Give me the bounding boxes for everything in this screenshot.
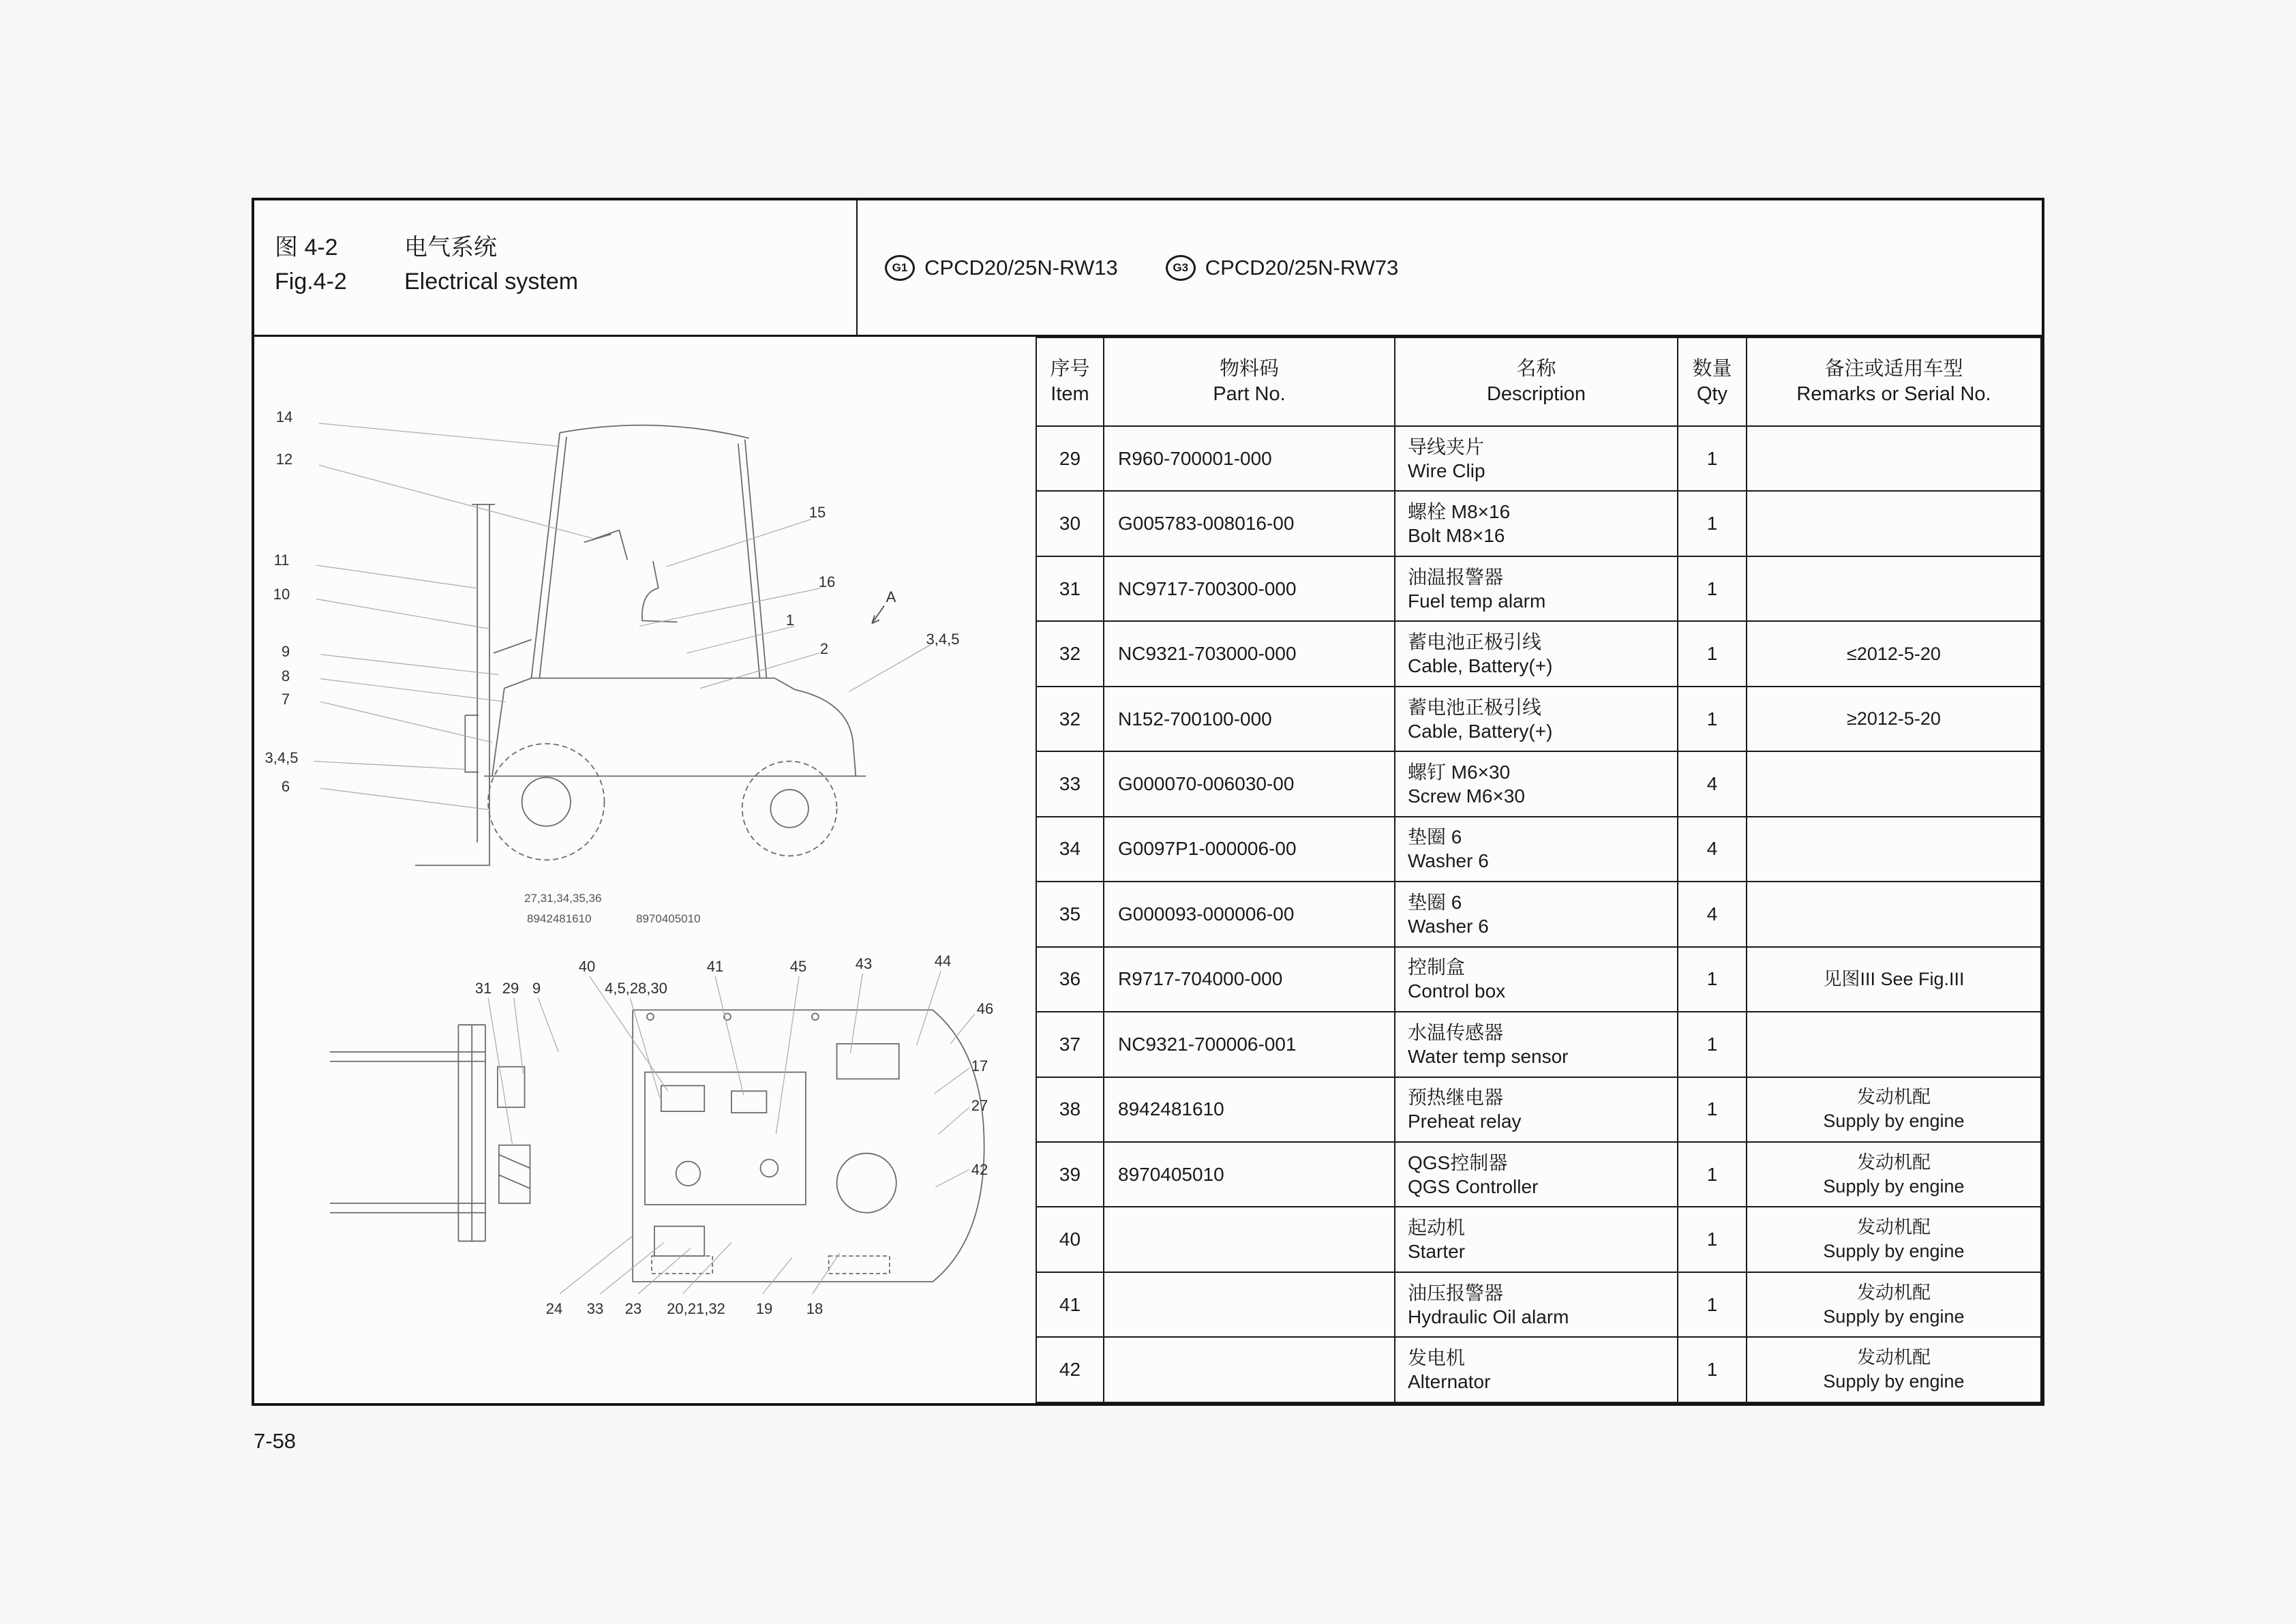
diagram-callout: 43: [855, 955, 873, 972]
cell-description: 蓄电池正极引线 Cable, Battery(+): [1395, 687, 1678, 751]
model-label-g1: CPCD20/25N-RW13: [924, 255, 1118, 280]
cell-description: 起动机 Starter: [1395, 1207, 1678, 1272]
table-row: [1036, 621, 2041, 686]
cell-description: 导线夹片 Wire Clip: [1395, 426, 1678, 491]
diagram-panel: [254, 337, 1036, 1403]
diagram-callout: 31: [474, 980, 492, 997]
cell-remarks: 发动机配 Supply by engine: [1747, 1077, 2041, 1142]
cell-description: 螺栓 M8×16 Bolt M8×16: [1395, 491, 1678, 556]
diagram-callout: 6: [281, 778, 290, 795]
cell-item: 32: [1036, 621, 1104, 686]
cell-item: 32: [1036, 687, 1104, 751]
cell-description: 控制盒 Control box: [1395, 947, 1678, 1012]
cell-part-no: NC9717-700300-000: [1104, 556, 1395, 621]
diagram-callout: 18: [806, 1300, 824, 1317]
cell-remarks: [1747, 426, 2041, 491]
table-body: [1036, 426, 2041, 1402]
model-label-g3: CPCD20/25N-RW73: [1205, 255, 1399, 280]
diagram-callout: 41: [706, 958, 724, 975]
cell-part-no: NC9321-703000-000: [1104, 621, 1395, 686]
figure-title-en-row: [275, 265, 856, 299]
cell-item: 36: [1036, 947, 1104, 1012]
cell-item: 31: [1036, 556, 1104, 621]
cell-part-no: G000093-000006-00: [1104, 882, 1395, 946]
diagram-callout: 14: [275, 408, 293, 425]
cell-qty: 1: [1678, 1012, 1747, 1077]
cell-qty: 1: [1678, 687, 1747, 751]
table-row: [1036, 751, 2041, 816]
table-row: [1036, 687, 2041, 751]
figure-title-block: [254, 200, 856, 335]
cell-part-no: NC9321-700006-001: [1104, 1012, 1395, 1077]
figure-title-zh: 电气系统: [404, 235, 497, 260]
cell-description: 蓄电池正极引线 Cable, Battery(+): [1395, 621, 1678, 686]
cell-item: 33: [1036, 751, 1104, 816]
cell-remarks: [1747, 556, 2041, 621]
model-entry-g1: [885, 255, 1118, 281]
diagram-callout: 29: [502, 980, 519, 997]
diagram-callout: 20,21,32: [667, 1300, 725, 1317]
diagram-callout: 9: [281, 643, 290, 660]
table-row: [1036, 1272, 2041, 1337]
table-row: [1036, 426, 2041, 491]
cell-description: 预热继电器 Preheat relay: [1395, 1077, 1678, 1142]
page-header: [254, 200, 2042, 337]
cell-item: 30: [1036, 491, 1104, 556]
cell-item: 35: [1036, 882, 1104, 946]
cell-remarks: [1747, 751, 2041, 816]
diagram-callout: 33: [586, 1300, 604, 1317]
cell-remarks: [1747, 882, 2041, 946]
cell-remarks: 发动机配 Supply by engine: [1747, 1142, 2041, 1207]
cell-remarks: [1747, 1012, 2041, 1077]
diagram-annotation: 8942481610: [527, 912, 592, 925]
cell-part-no: G005783-008016-00: [1104, 491, 1395, 556]
cell-description: 油压报警器 Hydraulic Oil alarm: [1395, 1272, 1678, 1337]
table-row: [1036, 1012, 2041, 1077]
diagram-callout: 10: [273, 586, 290, 603]
cell-item: 34: [1036, 817, 1104, 882]
model-entry-g3: [1166, 255, 1399, 281]
col-header-qty: 数量 Qty: [1678, 337, 1747, 426]
cell-part-no: 8970405010: [1104, 1142, 1395, 1207]
page-content: [254, 337, 2042, 1403]
diagram-callout: 44: [934, 952, 952, 969]
cell-item: 41: [1036, 1272, 1104, 1337]
col-header-description: 名称 Description: [1395, 337, 1678, 426]
cell-description: 螺钉 M6×30 Screw M6×30: [1395, 751, 1678, 816]
diagram-callout: 11: [273, 552, 290, 569]
cell-part-no: 8942481610: [1104, 1077, 1395, 1142]
diagram-callout: 23: [624, 1300, 642, 1317]
figure-number-zh: 图 4-2: [275, 235, 338, 260]
col-header-remarks: 备注或适用车型 Remarks or Serial No.: [1747, 337, 2041, 426]
cell-remarks: 发动机配 Supply by engine: [1747, 1207, 2041, 1272]
diagram-callout: 4,5,28,30: [605, 980, 667, 997]
model-badge-g1: G1: [885, 255, 915, 281]
cell-item: 40: [1036, 1207, 1104, 1272]
cell-item: 37: [1036, 1012, 1104, 1077]
cell-description: 垫圈 6 Washer 6: [1395, 817, 1678, 882]
table-row: [1036, 1142, 2041, 1207]
figure-title-en: Electrical system: [404, 269, 579, 295]
diagram-callout: 46: [976, 1000, 994, 1017]
cell-qty: 1: [1678, 621, 1747, 686]
diagram-callout: 45: [789, 958, 807, 975]
cell-qty: 4: [1678, 882, 1747, 946]
cell-remarks: [1747, 491, 2041, 556]
diagram-callout: 15: [809, 504, 826, 521]
table-row: [1036, 1077, 2041, 1142]
table-row: [1036, 947, 2041, 1012]
cell-qty: 1: [1678, 556, 1747, 621]
cell-description: QGS控制器 QGS Controller: [1395, 1142, 1678, 1207]
diagram-callout: 42: [971, 1161, 988, 1178]
table-row: [1036, 1207, 2041, 1272]
diagram-callout: 3,4,5: [265, 749, 299, 766]
cell-qty: 1: [1678, 426, 1747, 491]
diagram-callout: 12: [275, 451, 293, 468]
cell-description: 油温报警器 Fuel temp alarm: [1395, 556, 1678, 621]
cell-item: 39: [1036, 1142, 1104, 1207]
figure-number-en: Fig.4-2: [275, 269, 347, 295]
cell-description: 水温传感器 Water temp sensor: [1395, 1012, 1678, 1077]
cell-remarks: 发动机配 Supply by engine: [1747, 1337, 2041, 1402]
cell-part-no: G000070-006030-00: [1104, 751, 1395, 816]
diagram-callout: 3,4,5: [926, 631, 960, 648]
table-row: [1036, 882, 2041, 946]
diagram-view-label: A: [886, 588, 896, 605]
cell-remarks: ≤2012-5-20: [1747, 621, 2041, 686]
diagram-callout: 16: [818, 573, 836, 590]
cell-item: 29: [1036, 426, 1104, 491]
table-header-row: [1036, 337, 2041, 426]
table-row: [1036, 491, 2041, 556]
cell-part-no: [1104, 1337, 1395, 1402]
cell-description: 垫圈 6 Washer 6: [1395, 882, 1678, 946]
parts-table: [1036, 337, 2042, 1403]
diagram-callout: 9: [532, 980, 541, 997]
table-row: [1036, 817, 2041, 882]
diagram-callout: 1: [785, 612, 795, 629]
cell-remarks: [1747, 817, 2041, 882]
diagram-annotation: 27,31,34,35,36: [524, 892, 602, 905]
cell-description: 发电机 Alternator: [1395, 1337, 1678, 1402]
cell-qty: 1: [1678, 1077, 1747, 1142]
figure-title-zh-row: [275, 230, 856, 265]
col-header-part-no: 物料码 Part No.: [1104, 337, 1395, 426]
cell-part-no: R9717-704000-000: [1104, 947, 1395, 1012]
cell-qty: 1: [1678, 1272, 1747, 1337]
diagram-callout: 8: [281, 667, 290, 685]
diagram-callout: 2: [819, 640, 829, 657]
cell-part-no: [1104, 1207, 1395, 1272]
catalog-page-frame: [252, 198, 2044, 1406]
model-badge-g3: G3: [1166, 255, 1196, 281]
cell-part-no: R960-700001-000: [1104, 426, 1395, 491]
diagram-callout: 40: [578, 958, 596, 975]
cell-qty: 4: [1678, 751, 1747, 816]
col-header-item: 序号 Item: [1036, 337, 1104, 426]
cell-part-no: G0097P1-000006-00: [1104, 817, 1395, 882]
cell-qty: 1: [1678, 1142, 1747, 1207]
cell-qty: 1: [1678, 1337, 1747, 1402]
forklift-line-drawing: [254, 337, 1036, 1403]
model-section: [856, 200, 2042, 335]
diagram-callout: 24: [545, 1300, 563, 1317]
cell-remarks: 见图III See Fig.III: [1747, 947, 2041, 1012]
cell-part-no: N152-700100-000: [1104, 687, 1395, 751]
cell-remarks: ≥2012-5-20: [1747, 687, 2041, 751]
diagram-callout: 17: [971, 1057, 988, 1074]
table-row: [1036, 1337, 2041, 1402]
cell-part-no: [1104, 1272, 1395, 1337]
cell-qty: 1: [1678, 947, 1747, 1012]
diagram-callout: 19: [755, 1300, 773, 1317]
cell-item: 38: [1036, 1077, 1104, 1142]
cell-qty: 1: [1678, 491, 1747, 556]
table-row: [1036, 556, 2041, 621]
diagram-callout: 27: [971, 1097, 988, 1114]
page-number: 7-58: [254, 1429, 297, 1453]
cell-qty: 1: [1678, 1207, 1747, 1272]
cell-item: 42: [1036, 1337, 1104, 1402]
diagram-annotation: 8970405010: [636, 912, 701, 925]
diagram-callout: 7: [281, 691, 290, 708]
cell-qty: 4: [1678, 817, 1747, 882]
cell-remarks: 发动机配 Supply by engine: [1747, 1272, 2041, 1337]
